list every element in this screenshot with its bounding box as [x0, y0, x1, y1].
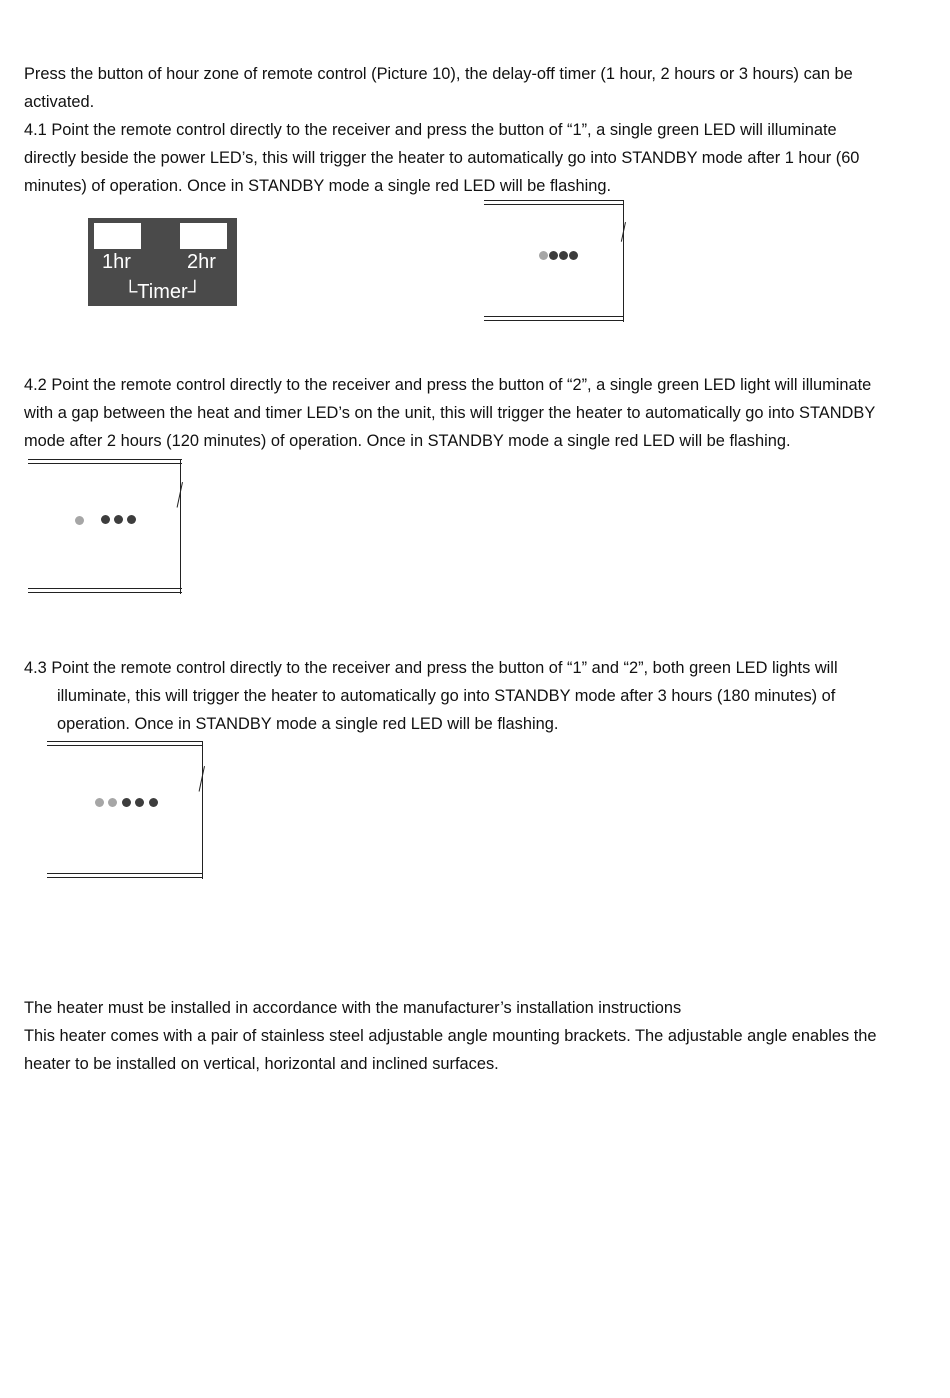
section-4-1-line-1: 4.1 Point the remote control directly to the receiver and press the button of “1”, a single green LED will illuminate	[24, 121, 837, 139]
section-4-3-line-2: illuminate, this will trigger the heater to automatically go into STANDBY mode after 3 hours (180 minutes) of	[57, 687, 836, 705]
remote-key-1hr	[94, 223, 141, 249]
section-4-2-line-3: mode after 2 hours (120 minutes) of operation. Once in STANDBY mode a single red LED will be flashing.	[24, 432, 791, 450]
install-line-2: This heater comes with a pair of stainless steel adjustable angle mounting brackets. The adjustable angle enables the	[24, 1027, 877, 1045]
remote-label-timer: └Timer┘	[123, 281, 202, 303]
led-power	[559, 251, 568, 260]
led-power	[149, 798, 158, 807]
intro-line-2: activated.	[24, 93, 95, 111]
install-line-3: heater to be installed on vertical, horizontal and inclined surfaces.	[24, 1055, 499, 1073]
section-4-2-line-1: 4.2 Point the remote control directly to the receiver and press the button of “2”, a single green LED light will illuminate	[24, 376, 872, 394]
remote-timer-illustration	[88, 218, 237, 306]
led-panel-2hr	[28, 458, 190, 598]
led-power	[127, 515, 136, 524]
led-power	[549, 251, 558, 260]
led-green-timer	[95, 798, 104, 807]
section-4-3-line-1: 4.3 Point the remote control directly to the receiver and press the button of “1” and “2”, both green LED lights will	[24, 659, 838, 677]
section-4-1-line-3: minutes) of operation. Once in STANDBY mode a single red LED will be flashing.	[24, 177, 612, 195]
led-power	[101, 515, 110, 524]
intro-line-1: Press the button of hour zone of remote control (Picture 10), the delay-off timer (1 hour, 2 hours or 3 hours) can be	[24, 65, 853, 83]
led-power	[114, 515, 123, 524]
led-power	[569, 251, 578, 260]
led-panel-3hr	[47, 740, 212, 882]
led-power	[135, 798, 144, 807]
section-4-3-line-3: operation. Once in STANDBY mode a single red LED will be flashing.	[57, 715, 559, 733]
remote-label-2hr: 2hr	[187, 251, 216, 273]
led-green-timer	[108, 798, 117, 807]
section-4-2-line-2: with a gap between the heat and timer LED’s on the unit, this will trigger the heater to automatically go into STANDBY	[24, 404, 876, 422]
remote-label-1hr: 1hr	[102, 251, 131, 273]
led-panel-1hr	[484, 198, 628, 326]
install-line-1: The heater must be installed in accordance with the manufacturer’s installation instructions	[24, 999, 682, 1017]
led-green-timer	[75, 516, 84, 525]
led-power	[122, 798, 131, 807]
section-4-1-line-2: directly beside the power LED’s, this will trigger the heater to automatically go into STANDBY mode after 1 hour (60	[24, 149, 860, 167]
remote-key-2hr	[180, 223, 227, 249]
led-green-timer	[539, 251, 548, 260]
